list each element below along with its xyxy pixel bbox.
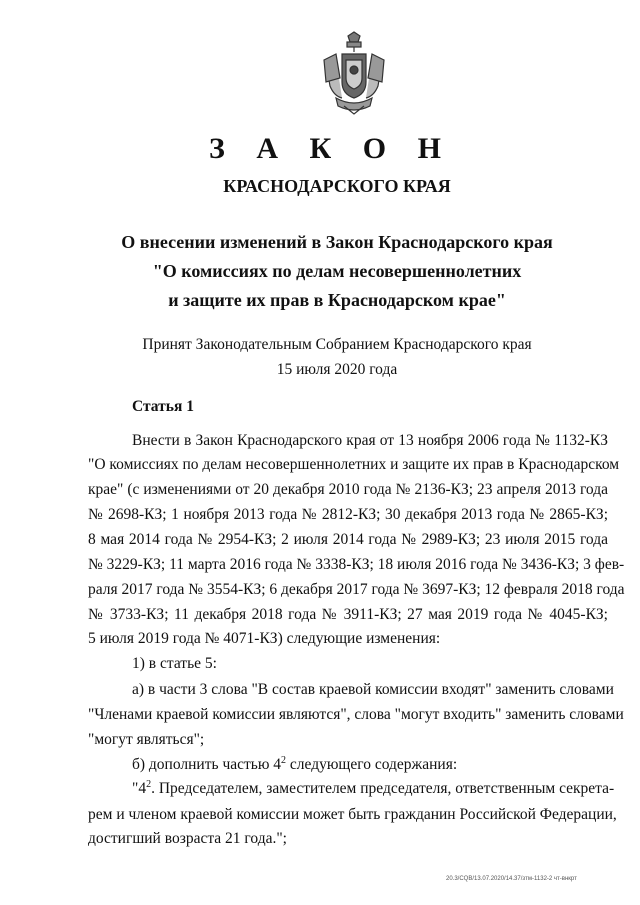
item-b-superscript: 2 — [281, 754, 287, 766]
article-line: № 2698-КЗ; 1 ноября 2013 года № 2812-КЗ; 30 декабря 2013 года № 2865-КЗ; — [88, 506, 608, 523]
coat-of-arms-emblem — [318, 30, 390, 122]
law-subject — [0, 228, 640, 315]
article-line: № 3733-КЗ; 11 декабря 2018 года № 3911-КЗ; 27 мая 2019 года № 4045-КЗ; — [88, 606, 608, 623]
quote-line: рем и членом краевой комиссии может быть гражданин Российской Федерации, — [88, 806, 617, 823]
article-line: № 3229-КЗ; 11 марта 2016 года № 3338-КЗ; 18 июля 2016 года № 3436-КЗ; 3 фев- — [88, 556, 625, 573]
article-item-b — [132, 756, 457, 774]
item-b-suffix: следующего содержания: — [286, 756, 458, 773]
adoption-body: Принят Законодательным Собранием Краснодарского края — [142, 336, 532, 353]
quote-line — [132, 778, 615, 798]
quote-rest: . Председателем, заместителем председателя, ответственным секрета- — [151, 780, 615, 797]
quote-superscript: 2 — [146, 778, 152, 790]
law-subject-line: "О комиссиях по делам несовершеннолетних — [152, 261, 522, 281]
law-subject-line: О внесении изменений в Закон Краснодарского края — [121, 232, 553, 252]
footer-stamp: 20.3/CQB/13.07.2020/14.37/зтм-1132-2 чт-внкрт — [446, 876, 577, 882]
article-heading: Статья 1 — [132, 398, 194, 415]
quote-line: достигший возраста 21 года."; — [88, 830, 287, 847]
article-item: 1) в статье 5: — [132, 655, 217, 672]
article-line: а) в части 3 слова "В состав краевой комиссии входят" заменить словами — [132, 681, 614, 698]
article-line: Внести в Закон Краснодарского края от 13 ноября 2006 года № 1132-КЗ — [132, 432, 608, 449]
article-line: 5 июля 2019 года № 4071-КЗ) следующие изменения: — [88, 630, 441, 647]
item-b-prefix: б) дополнить частью 4 — [132, 756, 282, 773]
article-line: "могут являться"; — [88, 731, 205, 748]
adoption-date: 15 июля 2020 года — [276, 361, 398, 378]
article-line: "Членами краевой комиссии являются", слова "могут входить" заменить словами — [88, 706, 624, 723]
law-subject-line: и защите их прав в Краснодарском крае" — [168, 290, 506, 310]
law-region: КРАСНОДАРСКОГО КРАЯ — [223, 176, 451, 196]
article-line: раля 2017 года № 3554-КЗ; 6 декабря 2017 года № 3697-КЗ; 12 февраля 2018 года — [88, 581, 625, 598]
quote-prefix: "4 — [132, 780, 147, 797]
article-line: крае" (с изменениями от 20 декабря 2010 года № 2136-КЗ; 23 апреля 2013 года — [88, 481, 608, 498]
adoption-info — [0, 332, 640, 382]
law-title: З А К О Н — [209, 132, 453, 165]
article-line: "О комиссиях по делам несовершеннолетних и защите их прав в Краснодарском — [88, 456, 620, 473]
article-line: 8 мая 2014 года № 2954-КЗ; 2 июля 2014 года № 2989-КЗ; 23 июля 2015 года — [88, 531, 608, 548]
